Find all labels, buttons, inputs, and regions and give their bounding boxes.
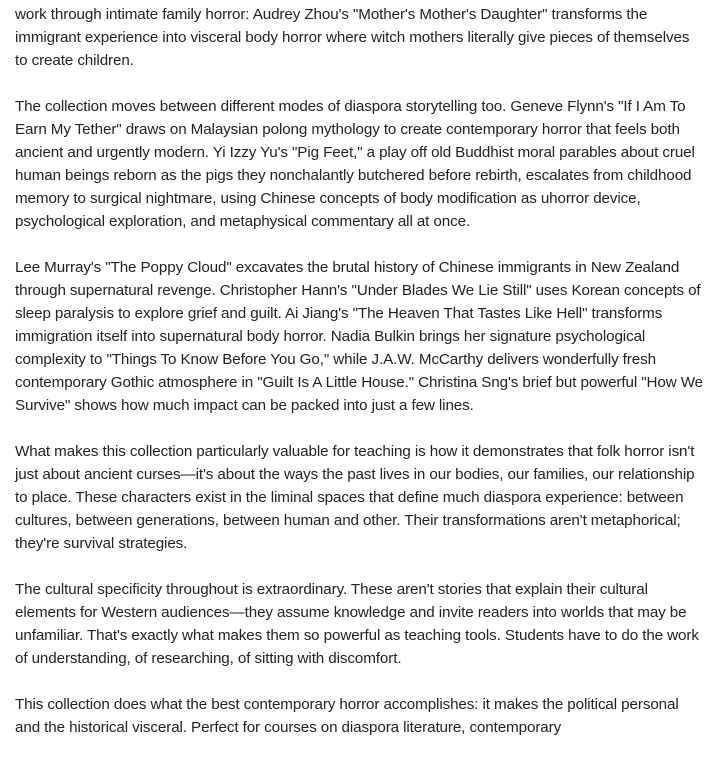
paragraph-teaching-value: What makes this collection particularly valuable for teaching is how it demonstrates that folk horror isn't just about ancient curses—it's about the ways the past lives in our bodies, our families, our relationship to place. These characters exist in the liminal spaces that define much diaspora experience: between cultures, between generations, between human and other. Their transformations aren't metaphorical; they're survival strategies. [15,443,695,552]
paragraph-diaspora-modes: The collection moves between different modes of diaspora storytelling too. Geneve Flynn's "If I Am To Earn My Tether" draws on Malaysian polong mythology to create contemporary horror that feels both ancient and urgently modern. Yi Izzy Yu's "Pig Feet," a play off old Buddhist moral parables about cruel human beings reborn as the pigs they nonchalantly butchered before rebirth, escalates from childhood memory to surgical nightmare, using Chinese concepts of body modification as uhorror device, psychological exploration, and metaphysical commentary all at once. [15,98,695,230]
paragraph-conclusion: This collection does what the best contemporary horror accomplishes: it makes the political personal and the historical visceral. Perfect for courses on diaspora literature, contemporary [15,696,679,736]
paragraph-family-horror: work through intimate family horror: Audrey Zhou's "Mother's Mother's Daughter" transforms the immigrant experience into visceral body horror where witch mothers literally give pieces of themselves to create children. [15,6,690,69]
paragraph-story-highlights: Lee Murray's "The Poppy Cloud" excavates the brutal history of Chinese immigrants in New Zealand through supernatural revenge. Christopher Hann's "Under Blades We Lie Still" uses Korean concepts of sleep paralysis to explore grief and guilt. Ai Jiang's "The Heaven That Tastes Like Hell" transforms immigration itself into supernatural body horror. Nadia Bulkin brings her signature psychological complexity to "Things To Know Before You Go," while J.A.W. McCarthy delivers wonderfully fresh contemporary Gothic atmosphere in "Guilt Is A Little House." Christina Sng's brief but powerful "How We Survive" shows how much impact can be packed into just a few lines. [15,259,704,414]
article-body [15,3,705,762]
paragraph-cultural-specificity: The cultural specificity throughout is extraordinary. These aren't stories that explain their cultural elements for Western audiences—they assume knowledge and invite readers into worlds that may be unfamiliar. That's exactly what makes them so powerful as teaching tools. Students have to do the work of understanding, of researching, of sitting with discomfort. [15,581,699,667]
